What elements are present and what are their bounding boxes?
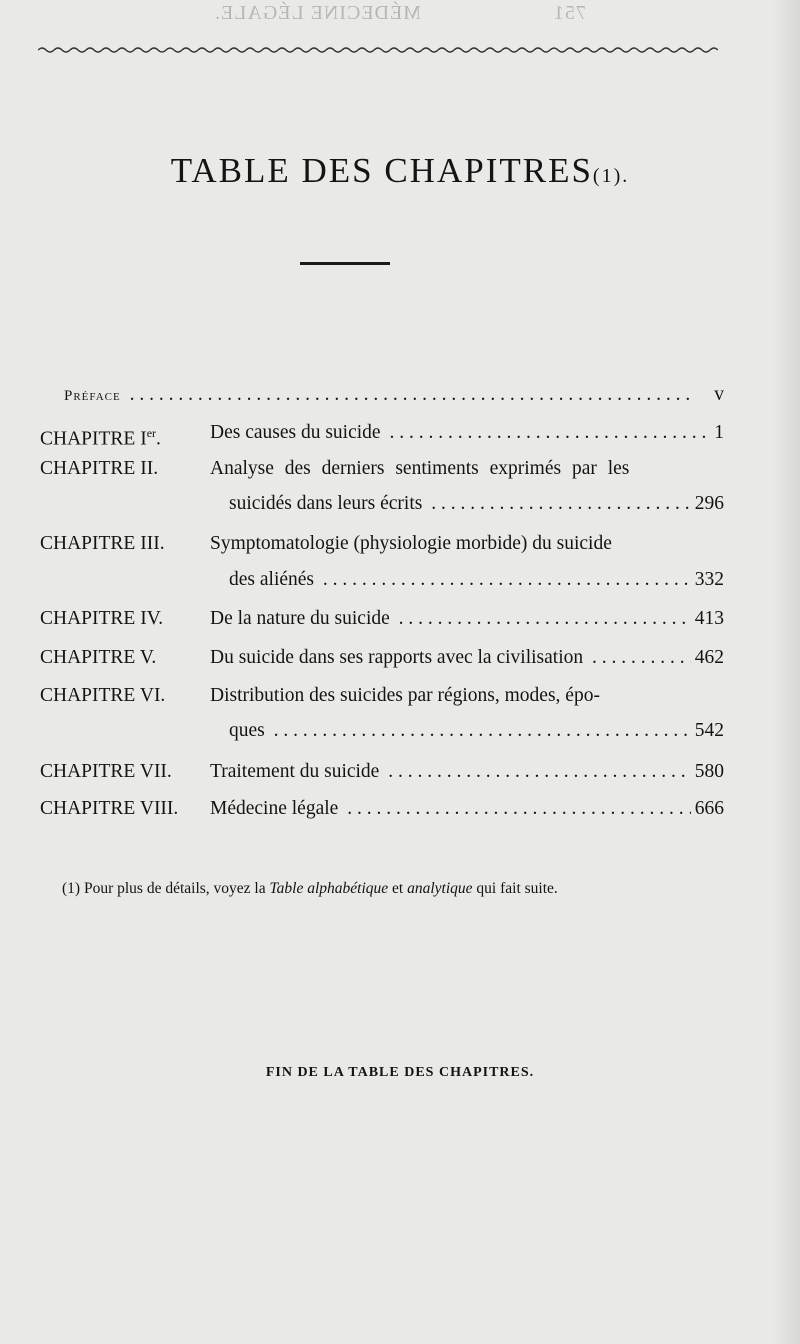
chapter-title-cont xyxy=(229,717,724,745)
chapter-title-cont-text: suicidés dans leurs écrits xyxy=(229,493,426,514)
chapter-label-sup: er xyxy=(146,426,157,440)
page-title xyxy=(0,151,800,191)
chapter-page: 542 xyxy=(691,717,724,745)
footnote-italic-1: Table alphabétique xyxy=(269,880,389,897)
wavy-rule xyxy=(38,46,718,54)
end-of-table: FIN DE LA TABLE DES CHAPITRES. xyxy=(265,1065,535,1080)
chapter-label: CHAPITRE Ier. xyxy=(40,426,161,450)
chapter-title-cont xyxy=(229,566,724,594)
chapter-title-text: Du suicide dans ses rapports avec la civilisation xyxy=(210,647,587,668)
footnote-prefix: (1) Pour plus de détails, voyez la xyxy=(62,880,270,897)
chapter-title-text: Symptomatologie (physiologie morbide) du suicide xyxy=(210,533,616,554)
chapter-title-text: Traitement du suicide xyxy=(210,761,383,782)
chapter-title-cont xyxy=(229,490,724,518)
chapter-title xyxy=(210,605,724,633)
chapter-title-text: Des causes du suicide xyxy=(210,422,385,443)
chapter-label-text: CHAPITRE I xyxy=(40,428,147,450)
title-text: TABLE DES CHAPITRES xyxy=(170,151,593,191)
chapter-title xyxy=(210,455,724,483)
running-page-number: 751 xyxy=(553,2,587,24)
footnote-italic-2: analytique xyxy=(407,880,473,897)
chapter-label: CHAPITRE V. xyxy=(40,647,157,668)
title-rule xyxy=(300,262,390,265)
preface-page: v xyxy=(710,381,724,409)
page-edge-shadow xyxy=(772,0,800,1344)
chapter-title-text: De la nature du suicide xyxy=(210,608,394,629)
chapter-page: 296 xyxy=(691,490,724,518)
chapter-title-cont-text: ques xyxy=(229,720,269,741)
chapter-page: 580 xyxy=(691,758,724,786)
chapter-title-cont-text: des aliénés xyxy=(229,569,318,590)
toc-dots xyxy=(64,381,724,410)
running-header-text: MÉDECINE LÉGALE. xyxy=(213,2,422,24)
chapter-page: 666 xyxy=(691,795,724,823)
chapter-title-text: Distribution des suicides par régions, modes, épo- xyxy=(210,685,604,706)
chapter-page: 413 xyxy=(691,605,724,633)
chapter-page: 332 xyxy=(691,566,724,594)
title-footnote-marker: (1). xyxy=(592,165,630,188)
chapter-title xyxy=(210,758,724,786)
chapter-title xyxy=(210,682,724,710)
chapter-page: 462 xyxy=(691,644,724,672)
chapter-title-text: Analyse des derniers sentiments exprimés par les xyxy=(210,458,633,479)
preface-label: Préface xyxy=(64,388,125,404)
running-header-bleed xyxy=(0,2,800,25)
chapter-label: CHAPITRE II. xyxy=(40,458,159,479)
footnote-suffix: qui fait suite. xyxy=(472,880,558,897)
footnote xyxy=(62,880,558,898)
chapter-title-text: Médecine légale xyxy=(210,798,342,819)
chapter-label: CHAPITRE III. xyxy=(40,533,165,554)
chapter-title xyxy=(210,644,724,672)
chapter-title xyxy=(210,419,724,447)
chapter-title xyxy=(210,795,724,823)
chapter-label: CHAPITRE IV. xyxy=(40,608,164,629)
footnote-middle: et xyxy=(388,880,408,897)
chapter-page: 1 xyxy=(710,419,724,447)
chapter-label: CHAPITRE VI. xyxy=(40,685,166,706)
chapter-label: CHAPITRE VIII. xyxy=(40,798,179,819)
chapter-label: CHAPITRE VII. xyxy=(40,761,172,782)
chapter-title xyxy=(210,530,724,558)
